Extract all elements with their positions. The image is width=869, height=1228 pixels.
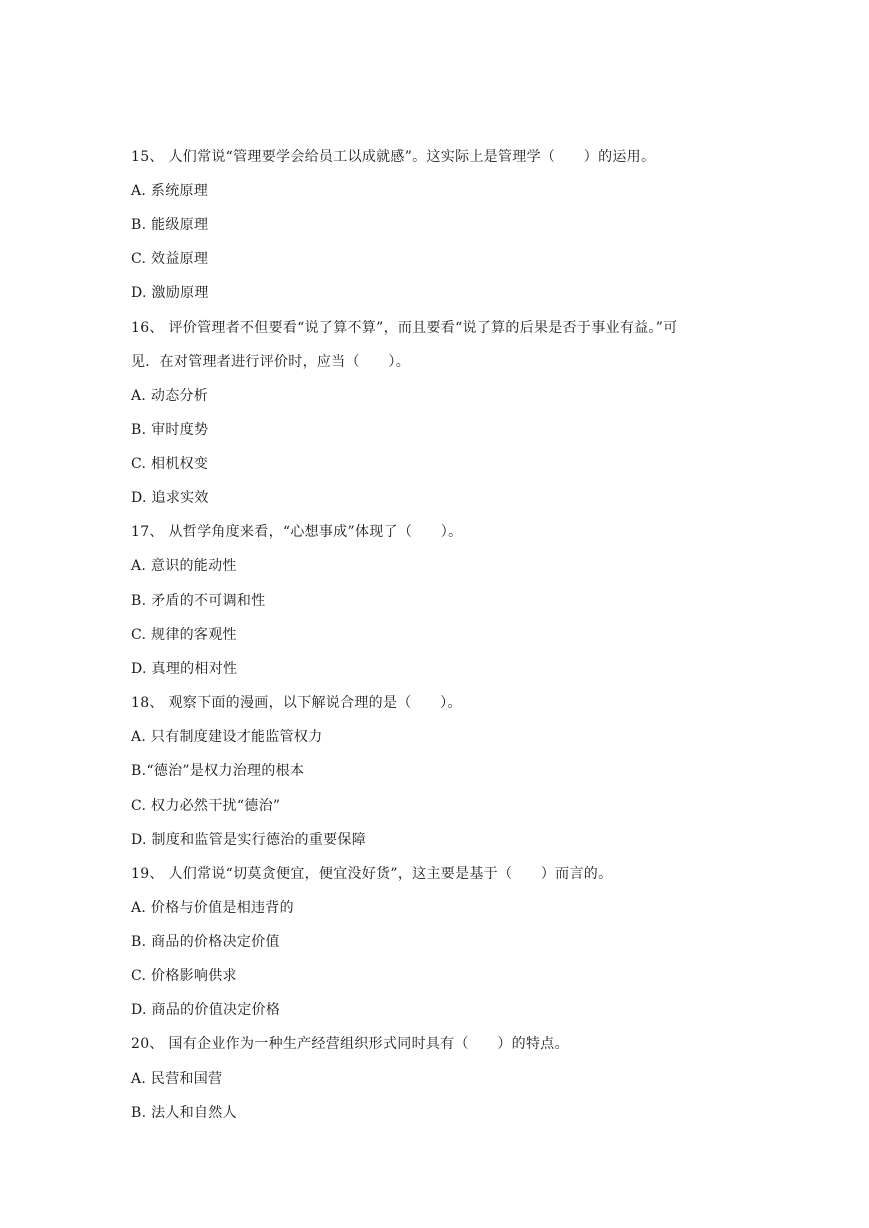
question-19-text: 19、 人们常说“切莫贪便宜，便宜没好货”，这主要是基于（ ）而言的。 — [131, 866, 613, 882]
question-20-text: 20、 国有企业作为一种生产经营组织形式同时具有（ ）的特点。 — [131, 1036, 569, 1052]
question-15-option-c: C. 效益原理 — [131, 251, 209, 267]
question-16-option-c: C. 相机权变 — [131, 456, 209, 472]
question-16-option-b: B. 审时度势 — [131, 422, 209, 438]
question-16-text-line-1: 16、 评价管理者不但要看“说了算不算”，而且要看“说了算的后果是否于事业有益。”可 — [131, 320, 678, 336]
question-18-option-b: B.“德治”是权力治理的根本 — [131, 763, 305, 779]
question-17-option-b: B. 矛盾的不可调和性 — [131, 593, 266, 609]
question-19-option-d: D. 商品的价值决定价格 — [131, 1002, 281, 1018]
question-17-option-d: D. 真理的相对性 — [131, 661, 238, 677]
question-15-option-d: D. 激励原理 — [131, 285, 209, 301]
question-20-option-b: B. 法人和自然人 — [131, 1105, 237, 1121]
question-17-option-a: A. 意识的能动性 — [131, 558, 237, 574]
question-18-option-a: A. 只有制度建设才能监管权力 — [131, 729, 323, 745]
question-18-text: 18、 观察下面的漫画，以下解说合理的是（ ）。 — [131, 695, 462, 711]
question-17-option-c: C. 规律的客观性 — [131, 627, 237, 643]
question-19-option-a: A. 价格与价值是相违背的 — [131, 900, 294, 916]
question-15-option-a: A. 系统原理 — [131, 183, 209, 199]
question-19-option-b: B. 商品的价格决定价值 — [131, 934, 280, 950]
question-15-option-b: B. 能级原理 — [131, 217, 209, 233]
question-18-option-d: D. 制度和监管是实行德治的重要保障 — [131, 832, 367, 848]
question-19-option-c: C. 价格影响供求 — [131, 968, 237, 984]
question-16-option-d: D. 追求实效 — [131, 490, 209, 506]
question-17-text: 17、 从哲学角度来看，“心想事成”体现了（ ）。 — [131, 524, 463, 540]
question-20-option-a: A. 民营和国营 — [131, 1071, 223, 1087]
question-16-option-a: A. 动态分析 — [131, 388, 209, 404]
question-18-option-c: C. 权力必然干扰“德治” — [131, 798, 281, 814]
question-16-text-line-2: 见．在对管理者进行评价时，应当（ ）。 — [131, 354, 410, 370]
question-15-text: 15、 人们常说“管理要学会给员工以成就感”。这实际上是管理学（ ）的运用。 — [131, 149, 656, 165]
